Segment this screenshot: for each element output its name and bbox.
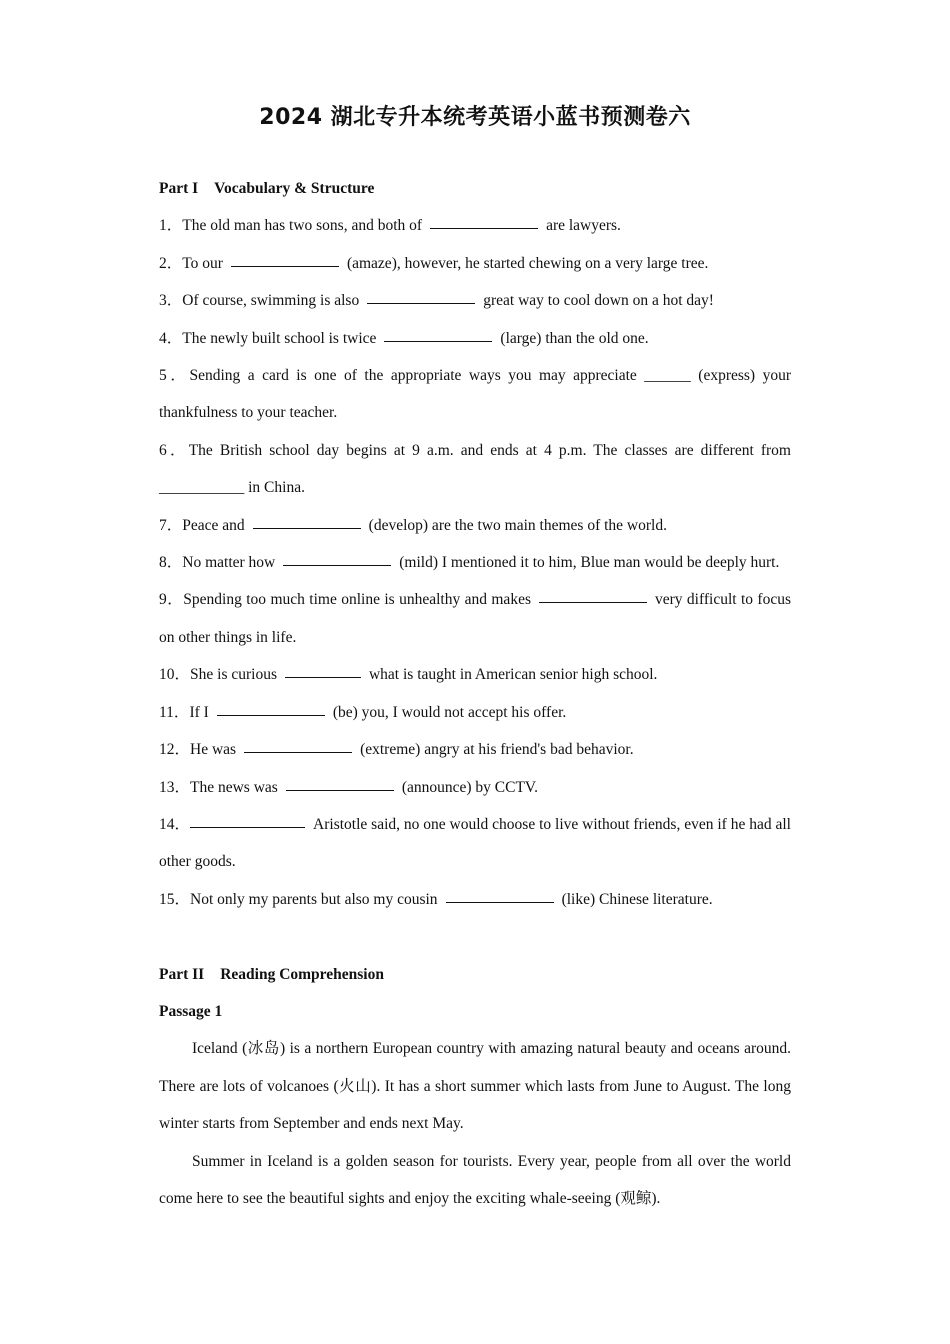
question-6: 6．The British school day begins at 9 a.m. and ends at 4 p.m. The classes are different from ___________ in China. <box>159 441 791 497</box>
question-number: 9． <box>159 591 184 609</box>
part2-heading <box>159 956 791 993</box>
question-number: 11． <box>159 703 190 721</box>
part1-title: Vocabulary & Structure <box>214 180 375 197</box>
question-11: 11．If I (be) you, I would not accept his offer. <box>159 703 567 721</box>
section-spacer <box>159 918 791 955</box>
question-1: 1．The old man has two sons, and both of are lawyers. <box>159 217 621 235</box>
passage-paragraph-1: Iceland (冰岛) is a northern European country with amazing natural beauty and oceans around. There are lots of volcanoes (火山). It has a short summer which lasts from June to August. The long winter starts from September and ends next May. <box>159 1040 791 1133</box>
question-13: 13．The news was (announce) by CCTV. <box>159 778 539 796</box>
question-10: 10．She is curious what is taught in American senior high school. <box>159 666 658 684</box>
question-number: 10． <box>159 666 191 684</box>
question-5: 5．Sending a card is one of the appropriate ways you may appreciate ______ (express) your thankfulness to your teacher. <box>159 367 791 422</box>
document-body <box>159 170 791 1217</box>
answer-blank <box>367 302 475 304</box>
answer-blank <box>539 601 647 603</box>
question-number: 14． <box>159 815 191 833</box>
part2-label: Part II <box>159 965 205 983</box>
question-number: 2． <box>159 254 183 272</box>
answer-blank <box>253 527 361 529</box>
answer-blank <box>285 676 361 678</box>
question-14: 14． Aristotle said, no one would choose to live without friends, even if he had all other goods. <box>159 815 791 871</box>
part1-label: Part I <box>159 180 199 197</box>
question-number: 3． <box>159 292 183 310</box>
question-9: 9．Spending too much time online is unhealthy and makes very difficult to focus on other things in life. <box>159 591 791 646</box>
answer-blank <box>430 227 538 229</box>
question-number: 15． <box>159 890 191 908</box>
question-3: 3．Of course, swimming is also great way to cool down on a hot day! <box>159 292 714 310</box>
answer-blank <box>244 751 352 753</box>
question-number: 13． <box>159 778 191 796</box>
question-2: 2．To our (amaze), however, he started chewing on a very large tree. <box>159 254 709 272</box>
answer-blank <box>286 789 394 791</box>
question-number: 5． <box>159 367 190 385</box>
part2-title: Reading Comprehension <box>220 965 384 983</box>
question-number: 6． <box>159 441 189 459</box>
answer-blank <box>283 564 391 566</box>
answer-blank <box>217 714 325 716</box>
question-number: 1． <box>159 217 183 235</box>
answer-blank <box>446 901 554 903</box>
passage-title: Passage 1 <box>159 1002 223 1020</box>
answer-blank <box>384 340 492 342</box>
page-title: 2024 湖北专升本统考英语小蓝书预测卷六 <box>259 105 691 130</box>
question-number: 7． <box>159 516 183 534</box>
answer-blank <box>231 265 339 267</box>
question-number: 4． <box>159 329 183 347</box>
question-number: 12． <box>159 741 191 759</box>
question-7: 7．Peace and (develop) are the two main themes of the world. <box>159 516 667 534</box>
question-number: 8． <box>159 554 183 572</box>
passage-paragraph-2: Summer in Iceland is a golden season for tourists. Every year, people from all over the world come here to see the beautiful sights and enjoy the exciting whale-seeing (观鲸). <box>159 1152 791 1207</box>
question-8: 8．No matter how (mild) I mentioned it to him, Blue man would be deeply hurt. <box>159 554 780 572</box>
question-15: 15．Not only my parents but also my cousin (like) Chinese literature. <box>159 890 713 908</box>
answer-blank <box>190 826 305 828</box>
part1-heading <box>159 170 791 207</box>
question-12: 12．He was (extreme) angry at his friend's bad behavior. <box>159 741 634 759</box>
question-4: 4．The newly built school is twice (large) than the old one. <box>159 329 649 347</box>
